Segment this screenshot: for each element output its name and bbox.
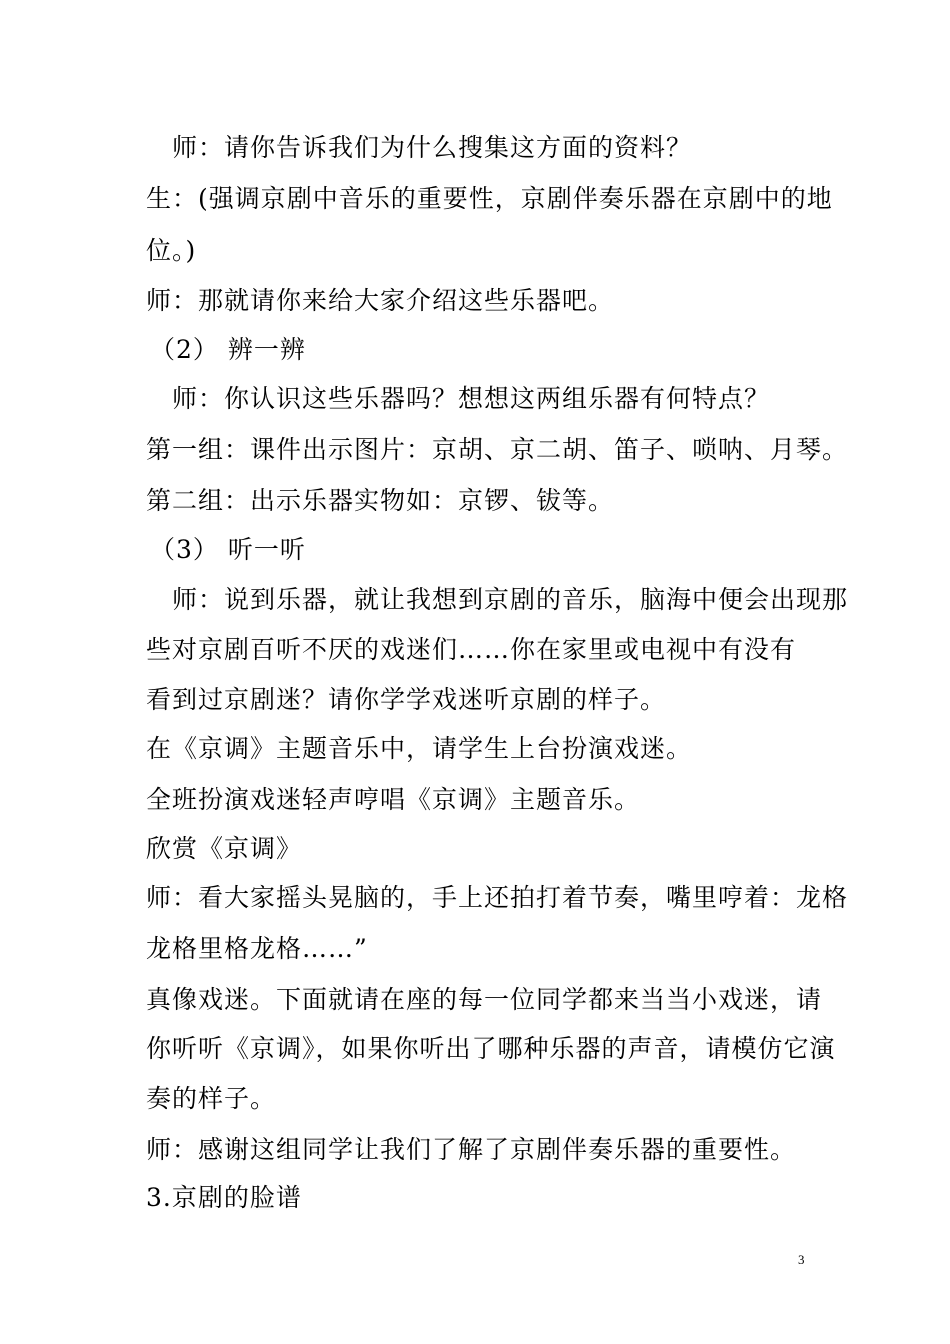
section-heading: 3.京剧的脸谱 [146, 1183, 302, 1212]
text-line: 第一组：课件出示图片：京胡、京二胡、笛子、唢呐、月琴。 [146, 435, 849, 464]
text-line: 师：那就请你来给大家介绍这些乐器吧。 [146, 286, 615, 315]
text-line: 第二组：出示乐器实物如：京锣、钹等。 [146, 486, 615, 515]
text-line: 师：感谢这组同学让我们了解了京剧伴奏乐器的重要性。 [146, 1135, 797, 1164]
text-line: 在《京调》主题音乐中，请学生上台扮演戏迷。 [146, 734, 693, 763]
text-line: 看到过京剧迷？请你学学戏迷听京剧的样子。 [146, 685, 667, 714]
text-line: 龙格里格龙格……” [146, 934, 368, 963]
text-line: 师：说到乐器，就让我想到京剧的音乐，脑海中便会出现那 [172, 585, 849, 614]
text-line: 奏的样子。 [146, 1084, 277, 1113]
page-number: 3 [798, 1252, 805, 1267]
text-line: 欣赏《京调》 [146, 834, 303, 863]
text-line: 些对京剧百听不厌的戏迷们……你在家里或电视中有没有 [146, 635, 797, 664]
text-line: 位。) [146, 236, 197, 265]
section-heading: （3） 听一听 [150, 535, 306, 564]
text-line: 你听听《京调》，如果你听出了哪种乐器的声音，请模仿它演 [146, 1034, 836, 1063]
text-line: 全班扮演戏迷轻声哼唱《京调》主题音乐。 [146, 785, 641, 814]
text-line: 真像戏迷。下面就请在座的每一位同学都来当当小戏迷，请 [146, 985, 823, 1014]
text-line: 生：(强调京剧中音乐的重要性，京剧伴奏乐器在京剧中的地 [146, 184, 833, 213]
text-line: 师：你认识这些乐器吗？想想这两组乐器有何特点？ [172, 384, 771, 413]
text-line: 师：看大家摇头晃脑的，手上还拍打着节奏，嘴里哼着：龙格 [146, 883, 849, 912]
text-line: 师：请你告诉我们为什么搜集这方面的资料？ [172, 133, 693, 162]
section-heading: （2） 辨一辨 [150, 335, 306, 364]
